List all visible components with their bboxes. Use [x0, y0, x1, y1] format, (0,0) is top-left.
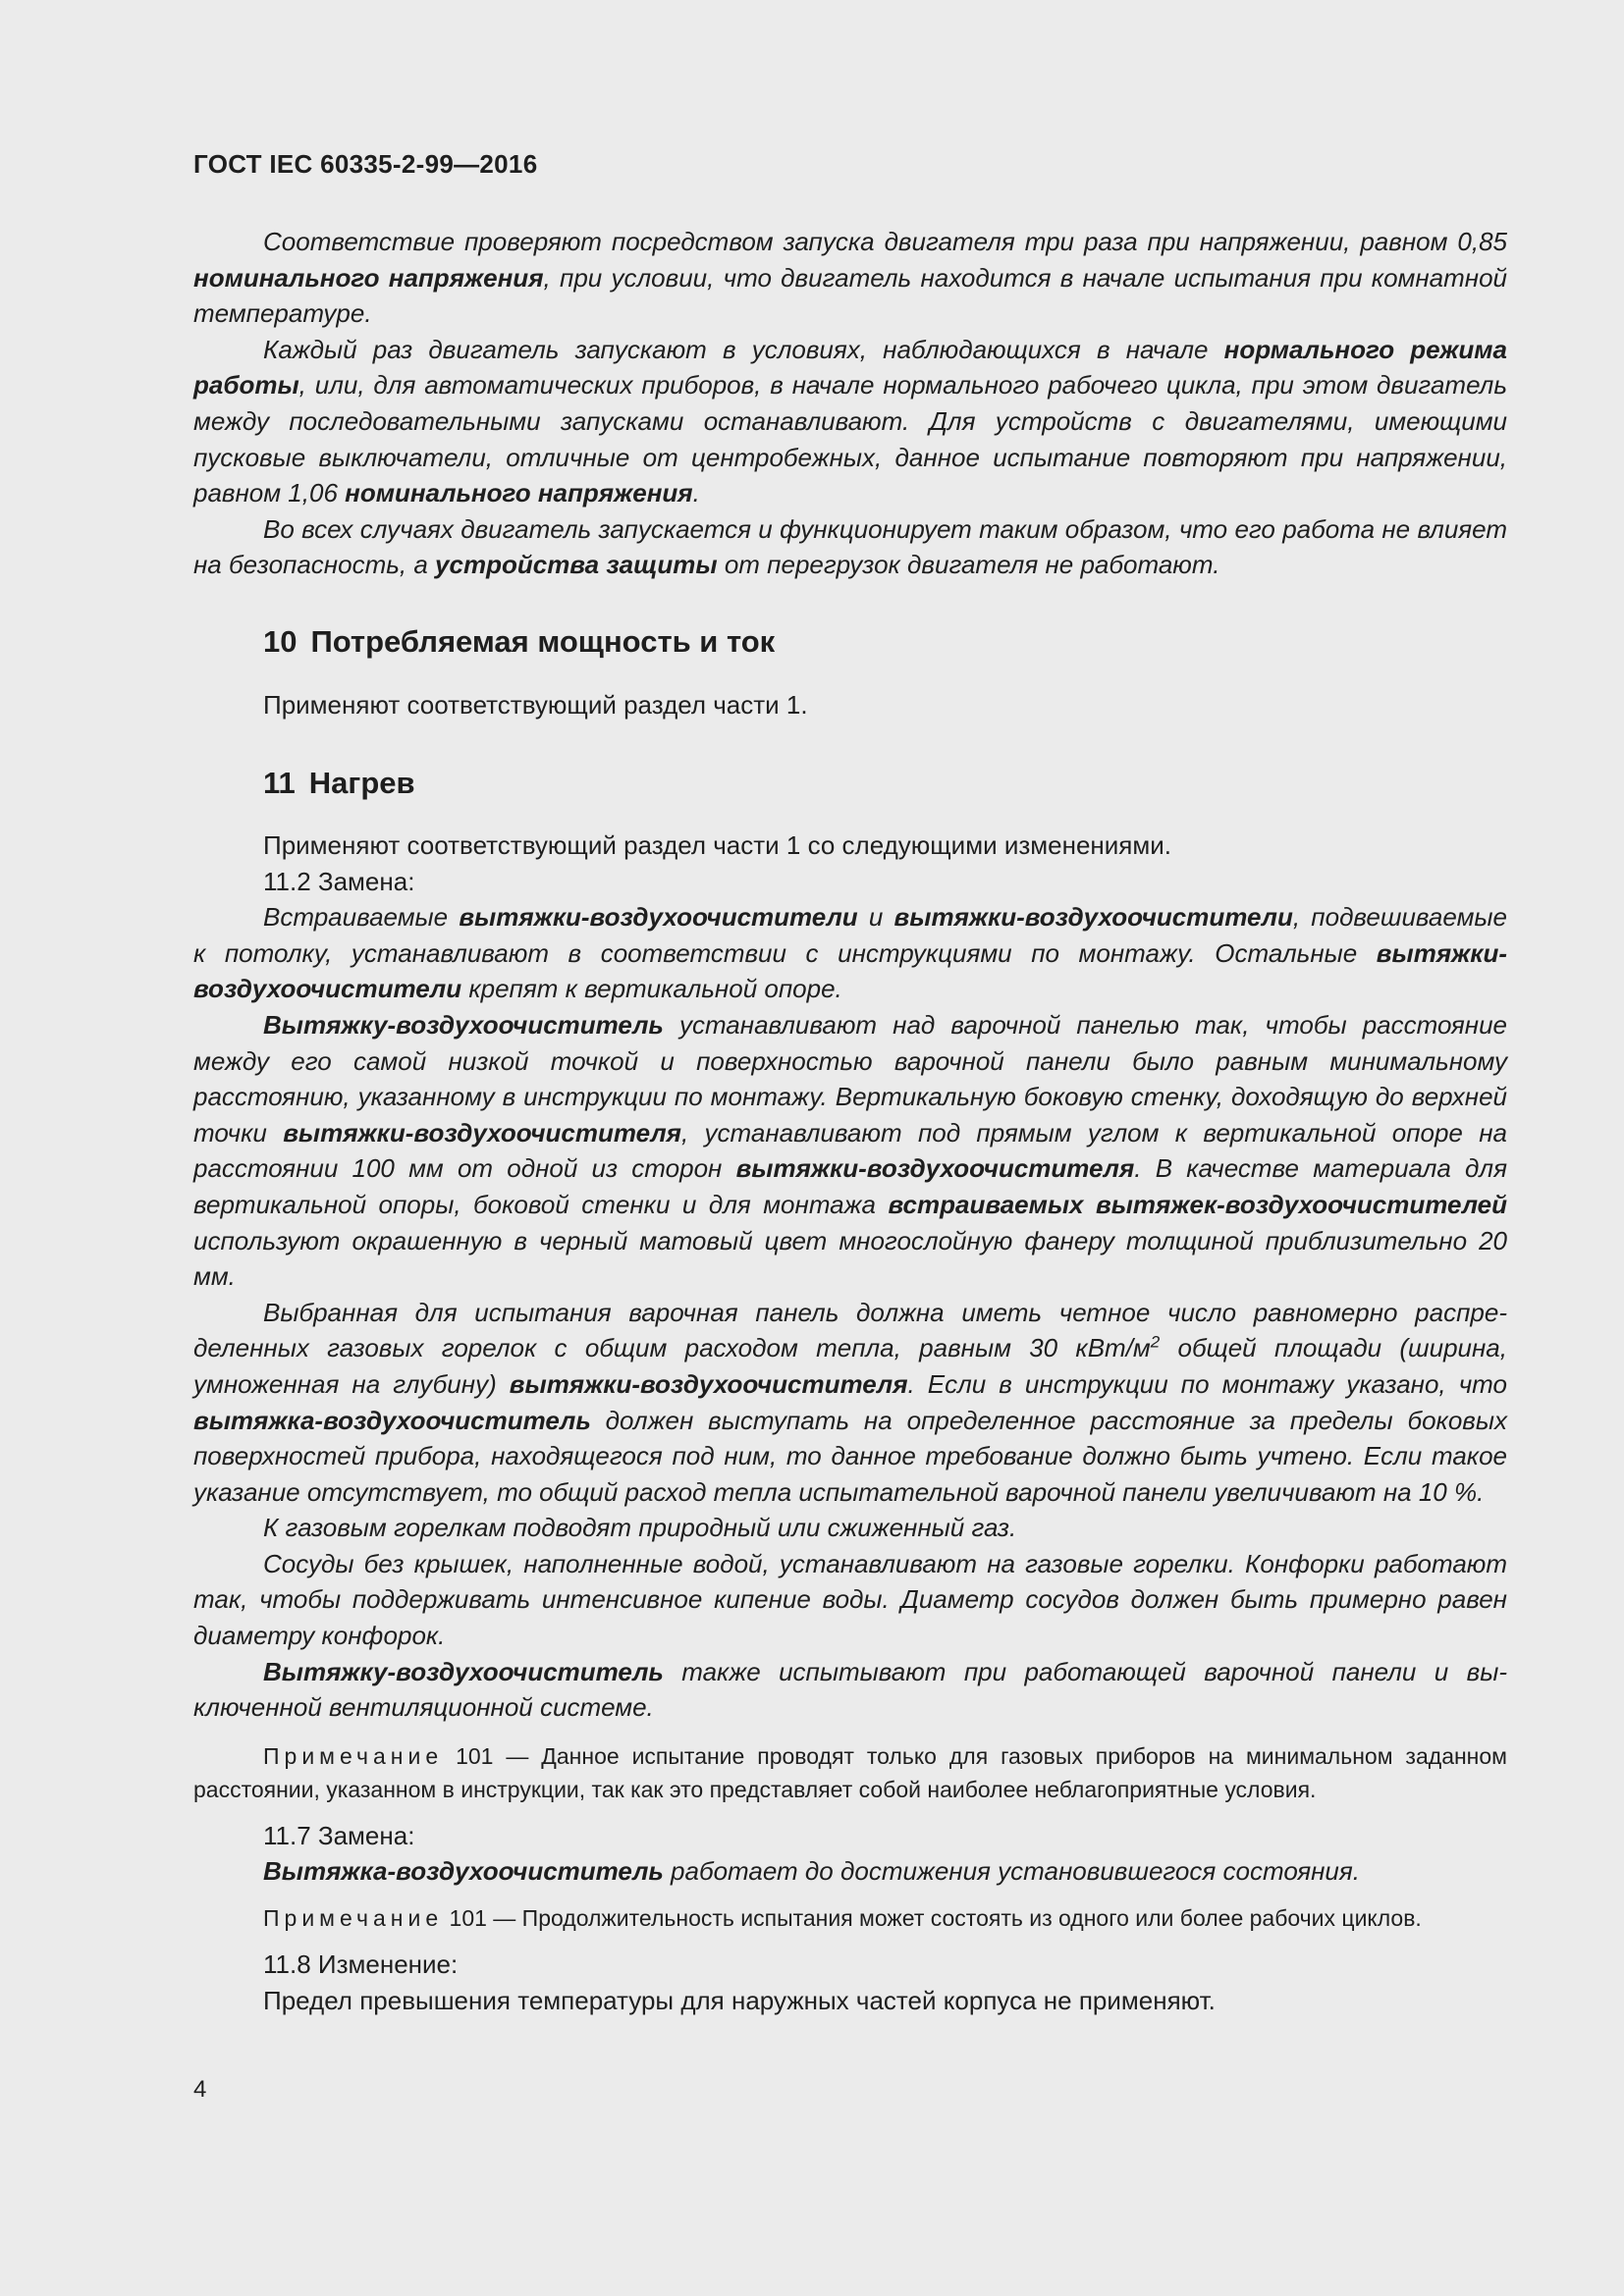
- section-10-body: [193, 687, 1507, 723]
- paragraph: Каждый раз двигатель запускают в условиях, наблюдающихся в начале нормального режима работы, или, для автоматических приборов, в начале нормального рабочего цикла, при этом двигатель между последовательными запусками останавливают. Для устройств с двигателями, имеющими пусковые выключатели, отличные от центробежных, данное испытание повторяют при напряжении, равном 1,06 номинального напряжения.: [193, 334, 1507, 508]
- clause-11-2-label: 11.2 Замена:: [263, 866, 415, 896]
- paragraph: Во всех случаях двигатель запускается и функционирует таким образом, что его работа не влияет на безопасность, а устройства защиты от перегрузок двигателя не работают.: [193, 513, 1507, 580]
- paragraph: Вытяжка-воздухоочиститель работает до достижения установившегося состояния.: [263, 1856, 1360, 1887]
- paragraph: Сосуды без крышек, наполненные водой, устанавливают на газовые горелки. Конфорки работают так, чтобы поддерживать интенсивное кипение воды. Диаметр сосудов должен быть примерно равен диаметру конфорок.: [193, 1548, 1507, 1651]
- paragraph: Применяют соответствующий раздел части 1 со следующими изменениями.: [263, 830, 1172, 860]
- paragraph: Вытяжку-воздухоочиститель устанавливают над варочной панелью так, чтобы расстояние между его самой низкой точкой и поверхностью варочной панели было равным минимальному расстоянию, указанному в инструкции по монтажу. Вертикальную боковую стенку, доходящую до верхней точки вытяжки-воздухоочистителя, устанавливают под прямым углом к вертикальной опоре на расстоянии 100 мм от одной из сторон вытяжки-воздухоочистителя. В качестве материала для вертикальной опоры, боковой стенки и для монтажа встраиваемых вытяжек-воздухоочистителей используют окрашенную в черный матовый цвет многослойную фанеру толщиной приблизительно 20 мм.: [193, 1009, 1508, 1292]
- note-101-b: Примечание 101 — Продолжительность испытания может состоять из одного или более рабочих циклов.: [263, 1905, 1422, 1932]
- clause-11-8-label: 11.8 Изменение:: [263, 1949, 459, 1980]
- section-11-heading: 11 Нагрев: [263, 766, 415, 800]
- section-10-heading: 10 Потребляемая мощность и ток: [263, 624, 776, 659]
- page-number: 4: [193, 2076, 207, 2103]
- paragraph: Применяют соответствующий раздел части 1.: [263, 690, 808, 720]
- paragraph: Вытяжку-воздухоочиститель также испытывают при работающей варочной панели и выключенной вентиляционной системе.: [193, 1656, 1507, 1723]
- paragraph: Встраиваемые вытяжки-воздухоочистители и вытяжки-воздухоочистители, подвешиваемые к потолку, устанавливают в соответствии с инструкциями по монтажу. Остальные вытяжки-воздухоочистители крепят к вертикальной опоре.: [193, 902, 1507, 1004]
- section-9-tail: [193, 224, 1507, 583]
- paragraph: К газовым горелкам подводят природный или сжиженный газ.: [263, 1513, 1017, 1543]
- paragraph: Предел превышения температуры для наружных частей корпуса не применяют.: [263, 1985, 1216, 2015]
- section-11-body: [193, 828, 1507, 2018]
- document-code: ГОСТ IEC 60335-2-99—2016: [193, 149, 538, 179]
- paragraph: Выбранная для испытания варочная панель должна иметь четное число равномерно распределенных газовых горелок с общим расходом тепла, равным 30 кВт/$м^2$ общей площади (ширина, умноженная на глубину) вытяжки-воздухоочистителя. Если в инструкции по монтажу указано, что вытяжка-воздухоочиститель должен выступать на определенное расстояние за пределы боковых поверхностей прибора, находящегося под ним, то данное требование должно быть учтено. Если такое указание отсутствует, то общий расход тепла испытательной варочной панели увеличивают на 10 %.: [193, 1297, 1507, 1507]
- clause-11-7-label: 11.7 Замена:: [263, 1820, 415, 1850]
- paragraph: Соответствие проверяют посредством запуска двигателя три раза при напряжении, равном 0,85 номинального напряжения, при условии, что двигатель находится в начале испытания при комнатной температуре.: [193, 227, 1508, 329]
- note-101-a: Примечание 101 — Данное испытание проводят только для газовых приборов на минимальном заданном расстоянии, указанном в инструкции, так как это представляет собой наиболее неблагоприятные условия.: [193, 1742, 1507, 1802]
